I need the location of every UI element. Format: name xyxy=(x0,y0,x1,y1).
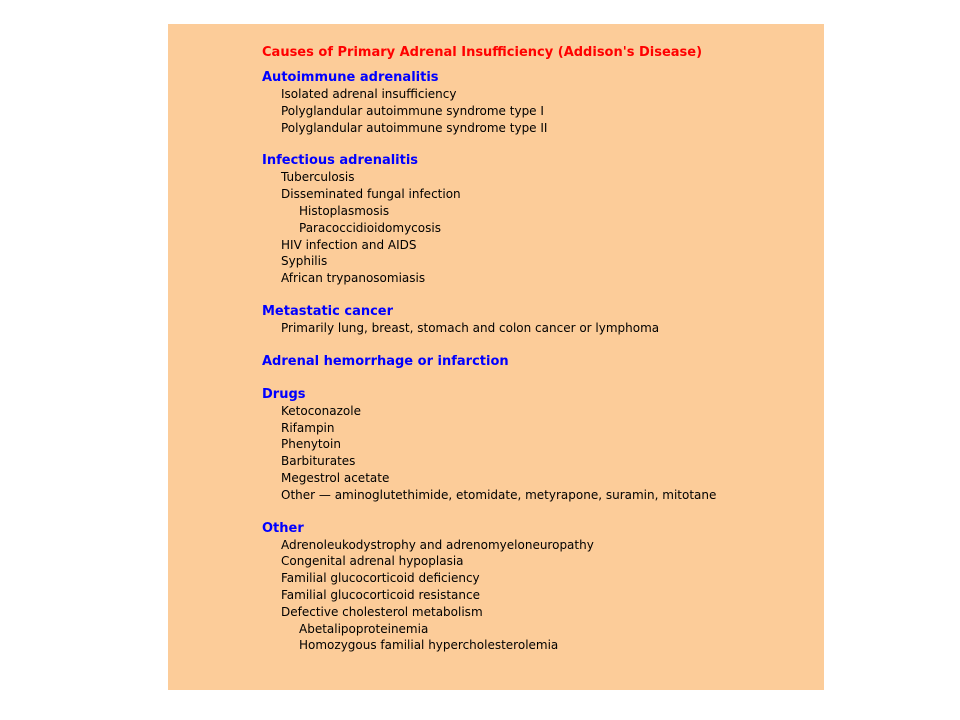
section-list xyxy=(262,69,814,654)
list-item: Disseminated fungal infection xyxy=(281,187,461,202)
list-item: Defective cholesterol metabolism xyxy=(281,604,483,619)
section xyxy=(262,303,814,337)
section-heading: Drugs xyxy=(262,386,306,402)
list-item: African trypanosomiasis xyxy=(281,271,426,286)
section-heading: Infectious adrenalitis xyxy=(262,153,419,169)
sub-list-item: Paracoccidioidomycosis xyxy=(299,220,441,235)
list-item: Primarily lung, breast, stomach and colon cancer or lymphoma xyxy=(281,320,660,335)
list-item: Syphilis xyxy=(281,254,328,269)
section xyxy=(262,520,814,655)
list-item: Congenital adrenal hypoplasia xyxy=(281,554,464,569)
section xyxy=(262,152,814,287)
sub-list-item: Abetalipoproteinemia xyxy=(299,621,429,636)
section-heading: Metastatic cancer xyxy=(262,303,394,319)
sub-list-item: Histoplasmosis xyxy=(299,203,390,218)
document-title: Causes of Primary Adrenal Insufficiency (Addison's Disease) xyxy=(262,45,703,60)
section-heading: Autoimmune adrenalitis xyxy=(262,70,439,85)
section xyxy=(262,69,814,136)
section xyxy=(262,353,814,370)
list-item: Phenytoin xyxy=(281,437,341,452)
list-item: Barbiturates xyxy=(281,454,356,469)
list-item: Polyglandular autoimmune syndrome type II xyxy=(281,120,548,135)
list-item: Adrenoleukodystrophy and adrenomyeloneuropathy xyxy=(281,537,594,552)
document-panel xyxy=(168,24,824,690)
list-item: Polyglandular autoimmune syndrome type I xyxy=(281,103,544,118)
list-item: Familial glucocorticoid deficiency xyxy=(281,571,480,586)
list-item: Tuberculosis xyxy=(281,170,355,185)
section xyxy=(262,386,814,504)
sub-list-item: Homozygous familial hypercholesterolemia xyxy=(299,638,559,653)
section-heading: Other xyxy=(262,520,304,536)
list-item: Megestrol acetate xyxy=(281,470,390,485)
document-content xyxy=(262,44,814,670)
list-item: Rifampin xyxy=(281,420,335,435)
list-item: Ketoconazole xyxy=(281,403,361,418)
list-item: HIV infection and AIDS xyxy=(281,237,417,252)
list-item: Isolated adrenal insufficiency xyxy=(281,87,457,101)
list-item: Other — aminoglutethimide, etomidate, metyrapone, suramin, mitotane xyxy=(281,487,717,502)
list-item: Familial glucocorticoid resistance xyxy=(281,587,480,602)
section-heading: Adrenal hemorrhage or infarction xyxy=(262,353,509,369)
